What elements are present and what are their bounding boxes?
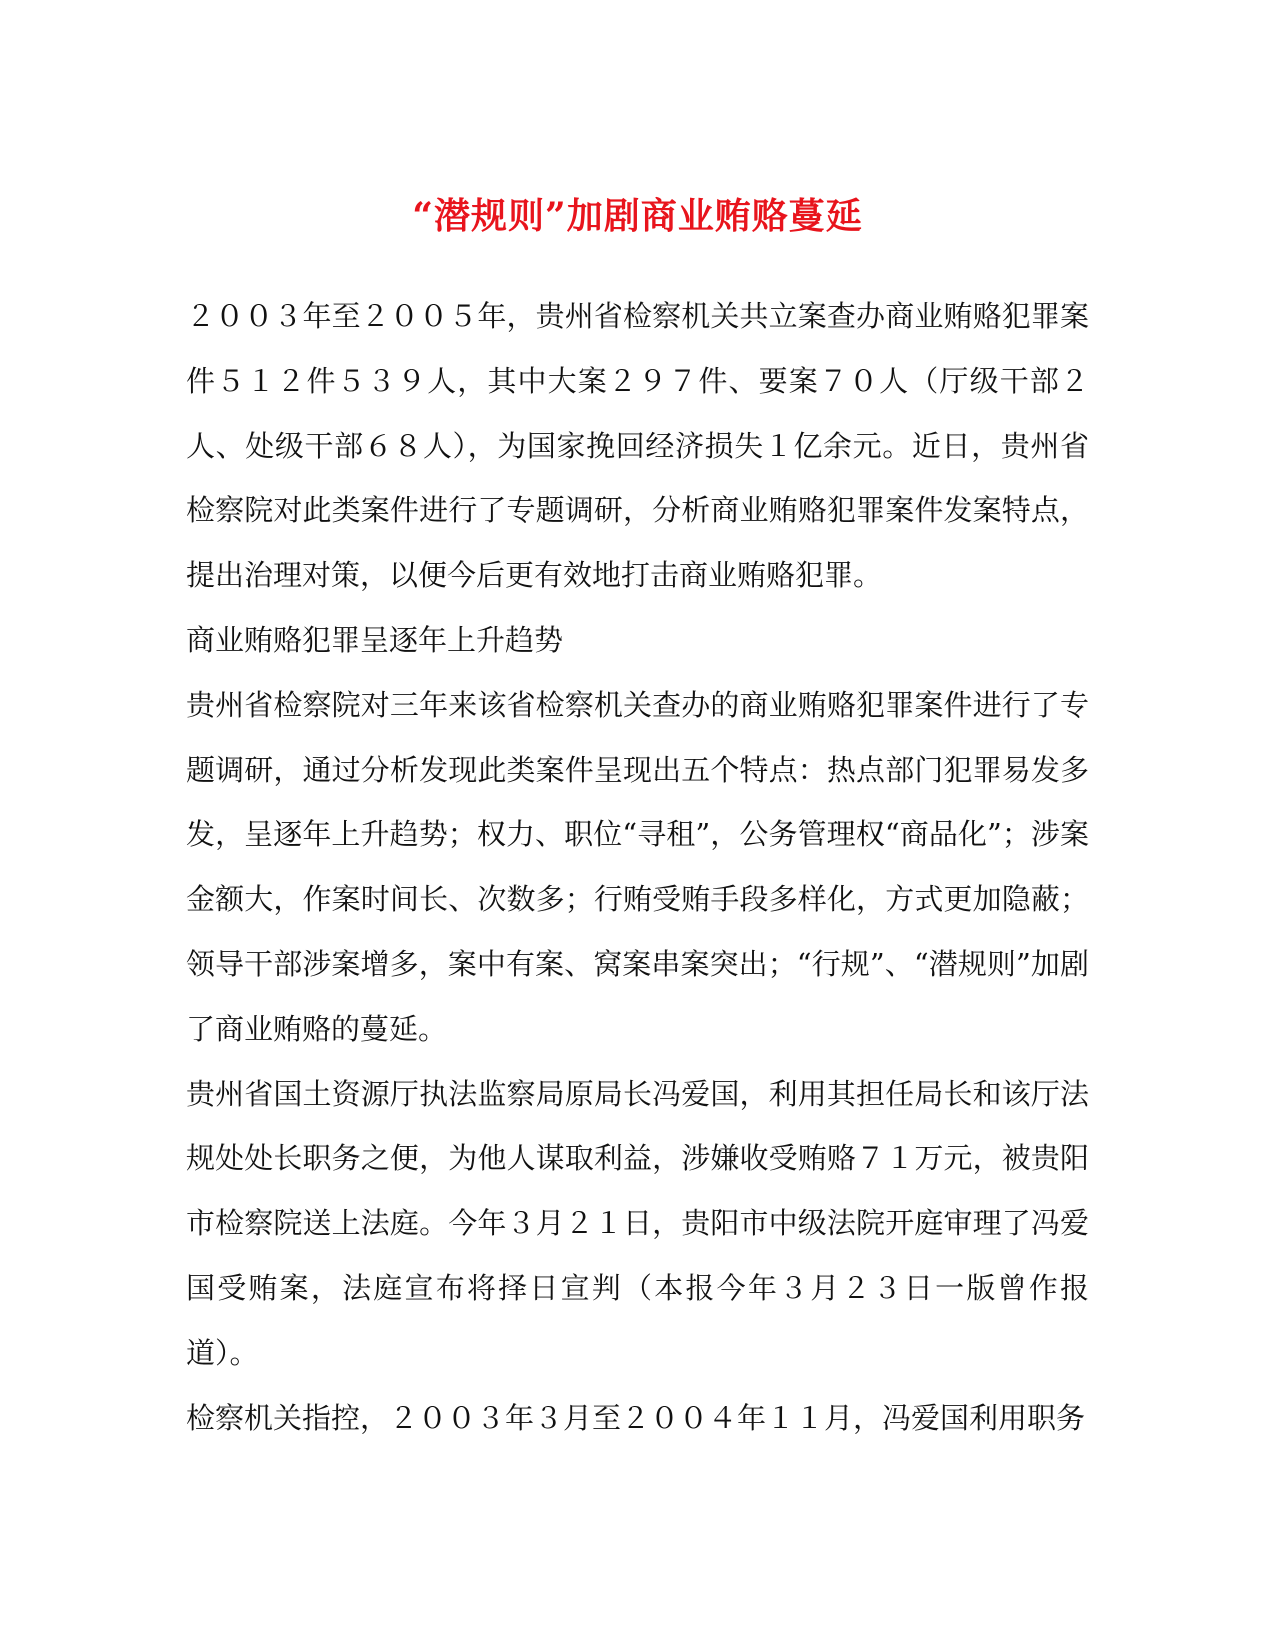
document-title: “潜规则”加剧商业贿赂蔓延 [412, 195, 863, 238]
paragraph-case: 贵州省国土资源厅执法监察局原局长冯爱国，利用其担任局长和该厅法规处处长职务之便，为他人谋取利益，涉嫌收受贿赂７１万元，被贵阳市检察院送上法庭。今年３月２１日，贵阳市中级法院开庭审理了冯爱国受贿案，法庭宣布将择日宣判（本报今年３月２３日一版曾作报道）。 [186, 1076, 1089, 1370]
document-body [186, 284, 1089, 1450]
section-heading: 商业贿赂犯罪呈逐年上升趋势 [186, 622, 564, 657]
paragraph-intro: ２００３年至２００５年，贵州省检察机关共立案查办商业贿赂犯罪案件５１２件５３９人，其中大案２９７件、要案７０人（厅级干部２人、处级干部６８人），为国家挽回经济损失１亿余元。近日，贵州省检察院对此类案件进行了专题调研，分析商业贿赂犯罪案件发案特点，提出治理对策，以便今后更有效地打击商业贿赂犯罪。 [186, 299, 1089, 593]
paragraph-features: 贵州省检察院对三年来该省检察机关查办的商业贿赂犯罪案件进行了专题调研，通过分析发现此类案件呈现出五个特点：热点部门犯罪易发多发，呈逐年上升趋势；权力、职位“寻租”，公务管理权“商品化”；涉案金额大，作案时间长、次数多；行贿受贿手段多样化，方式更加隐蔽；领导干部涉案增多，案中有案、窝案串案突出；“行规”、“潜规则”加剧了商业贿赂的蔓延。 [186, 687, 1089, 1046]
paragraph-charges: 检察机关指控，２００３年３月至２００４年１１月，冯爱国利用职务 [186, 1400, 1086, 1435]
